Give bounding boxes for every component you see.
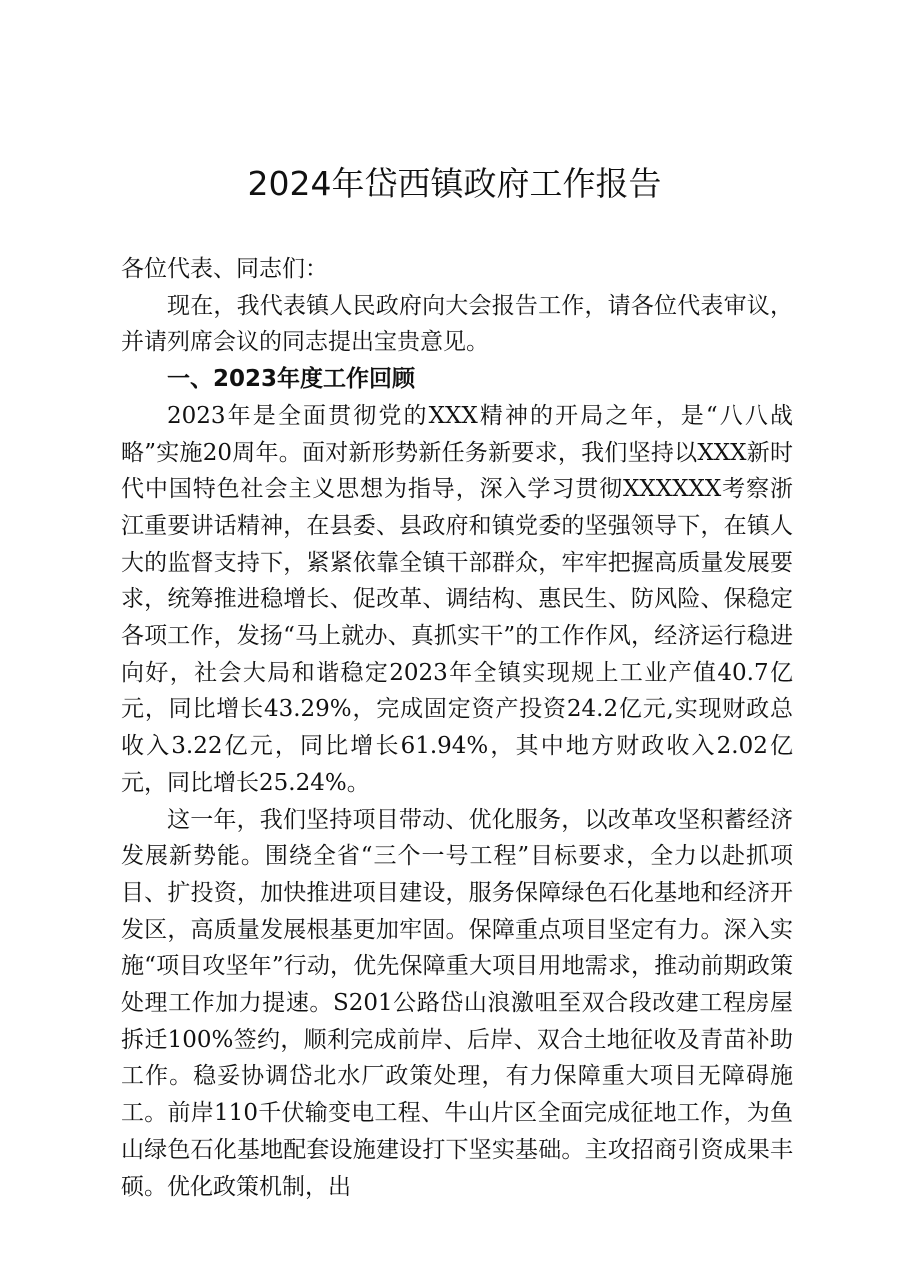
section-heading: 一、2023年度工作回顾 (167, 366, 416, 393)
intro-paragraph: 现在，我代表镇人民政府向大会报告工作，请各位代表审议，并请列席会议的同志提出宝贵意见。 (121, 292, 793, 356)
paragraph-projects: 这一年，我们坚持项目带动、优化服务，以改革攻坚积蓄经济发展新势能。围绕全省“三个一号工程”目标要求，全力以赴抓项目、扩投资，加快推进项目建设，服务保障绿色石化基地和经济开发区，高质量发展根基更加牢固。保障重点项目坚定有力。深入实施“项目攻坚年”行动，优先保障重大项目用地需求，推动前期政策处理工作加力提速。S201公路岱山浪激咀至双合段改建工程房屋拆迁100%签约，顺利完成前岸、后岸、双合土地征收及青苗补助工作。稳妥协调岱北水厂政策处理，有力保障重大项目无障碍施工。前岸110千伏输变电工程、牛山片区全面完成征地工作，为鱼山绿色石化基地配套设施建设打下坚实基础。主攻招商引资成果丰硕。优化政策机制，出 (121, 806, 793, 1200)
paragraph-review-summary: 2023年是全面贯彻党的XXX精神的开局之年，是“八八战略”实施20周年。面对新形势新任务新要求，我们坚持以XXX新时代中国特色社会主义思想为指导，深入学习贯彻XXXXXX考察浙江重要讲话精神，在县委、县政府和镇党委的坚强领导下，在镇人大的监督支持下，紧紧依靠全镇干部群众，牢牢把握高质量发展要求，统筹推进稳增长、促改革、调结构、惠民生、防风险、保稳定各项工作，发扬“马上就办、真抓实干”的工作作风，经济运行稳进向好，社会大局和谐稳定2023年全镇实现规上工业产值40.7亿元，同比增长43.29%，完成固定资产投资24.2亿元,实现财政总收入3.22亿元，同比增长61.94%，其中地方财政收入2.02亿元，同比增长25.24%。 (121, 402, 793, 796)
document-body (121, 251, 793, 1205)
document-title: 2024年岱西镇政府工作报告 (247, 164, 662, 203)
salutation: 各位代表、同志们： (121, 256, 328, 282)
